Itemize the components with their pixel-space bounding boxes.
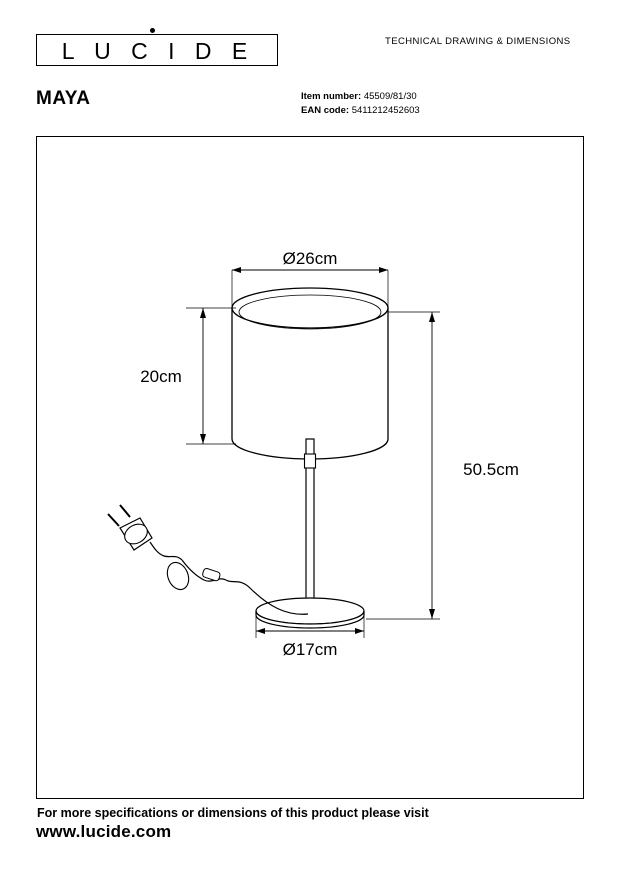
lamp-switch <box>305 454 316 468</box>
arrow-left-base <box>256 628 265 634</box>
cord-knot <box>163 559 192 592</box>
logo-dot-icon <box>150 28 155 33</box>
dim-shade-height-label: 20cm <box>140 367 182 386</box>
footer-text: For more specifications or dimensions of this product please visit <box>37 806 429 820</box>
brand-logo <box>36 34 278 66</box>
arrow-right-shade <box>379 267 388 273</box>
ean-value: 5411212452603 <box>351 105 420 116</box>
plug-pin-2 <box>120 505 130 517</box>
page-title: MAYA <box>36 88 91 109</box>
arrow-up-shade-height <box>200 308 206 318</box>
arrow-down-shade-height <box>200 434 206 444</box>
arrow-left-shade <box>232 267 241 273</box>
power-cord-segment <box>150 542 182 560</box>
item-number-row <box>301 90 420 104</box>
lamp-shade-body <box>232 308 388 459</box>
lamp-shade-top <box>232 288 388 328</box>
ean-label: EAN code: <box>301 105 350 116</box>
product-meta <box>301 90 420 118</box>
plug-pin-1 <box>108 514 119 526</box>
arrow-down-total <box>429 609 435 619</box>
technical-drawing <box>36 136 584 799</box>
item-number-value: 45509/81/30 <box>363 91 417 102</box>
ean-row <box>301 104 420 118</box>
document-type-heading: TECHNICAL DRAWING & DIMENSIONS <box>385 36 571 47</box>
arrow-up-total <box>429 312 435 322</box>
arrow-right-base <box>355 628 364 634</box>
dim-base-diameter-label: Ø17cm <box>282 640 338 659</box>
brand-logo-text: L U C I D E <box>61 38 255 64</box>
dim-shade-diameter-label: Ø26cm <box>282 249 338 268</box>
power-plug-head <box>121 520 151 548</box>
cord-inline-switch <box>202 568 221 582</box>
dim-total-height-label: 50.5cm <box>463 460 519 479</box>
footer-website-link[interactable]: www.lucide.com <box>36 822 172 841</box>
item-number-label: Item number: <box>301 91 362 102</box>
